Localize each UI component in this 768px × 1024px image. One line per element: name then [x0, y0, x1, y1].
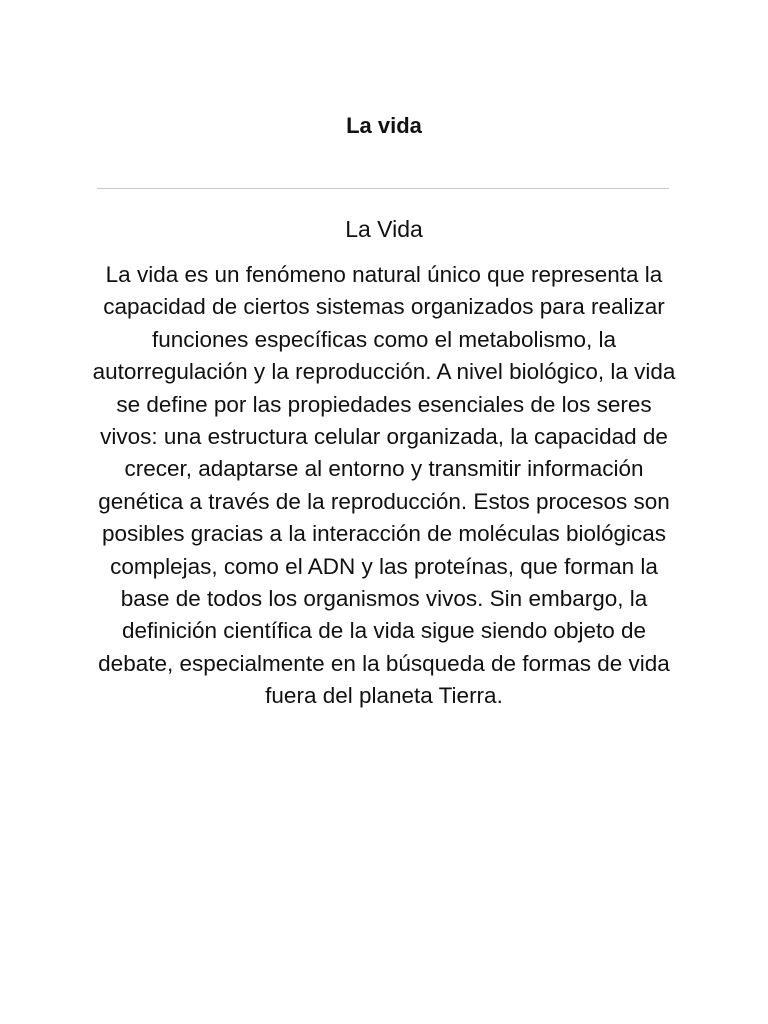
page-title: La vida [346, 113, 422, 138]
body-paragraph: La vida es un fenómeno natural único que representa la capacidad de ciertos sistemas organizados para realizar funciones específicas como el metabolismo, la autorregulación y la reproducción. A nivel biológico, la vida se define por las propiedades esenciales de los seres vivos: una estructura celular organizada, la capacidad de crecer, adaptarse al entorno y transmitir información genética a través de la reproducción. Estos procesos son posibles gracias a la interacción de moléculas biológicas complejas, como el ADN y las proteínas, que forman la base de todos los organismos vivos. Sin embargo, la definición científica de la vida sigue siendo objeto de debate, especialmente en la búsqueda de formas de vida fuera del planeta Tierra. [92, 262, 676, 709]
section-heading: La Vida [345, 216, 423, 242]
title-divider [97, 188, 669, 189]
